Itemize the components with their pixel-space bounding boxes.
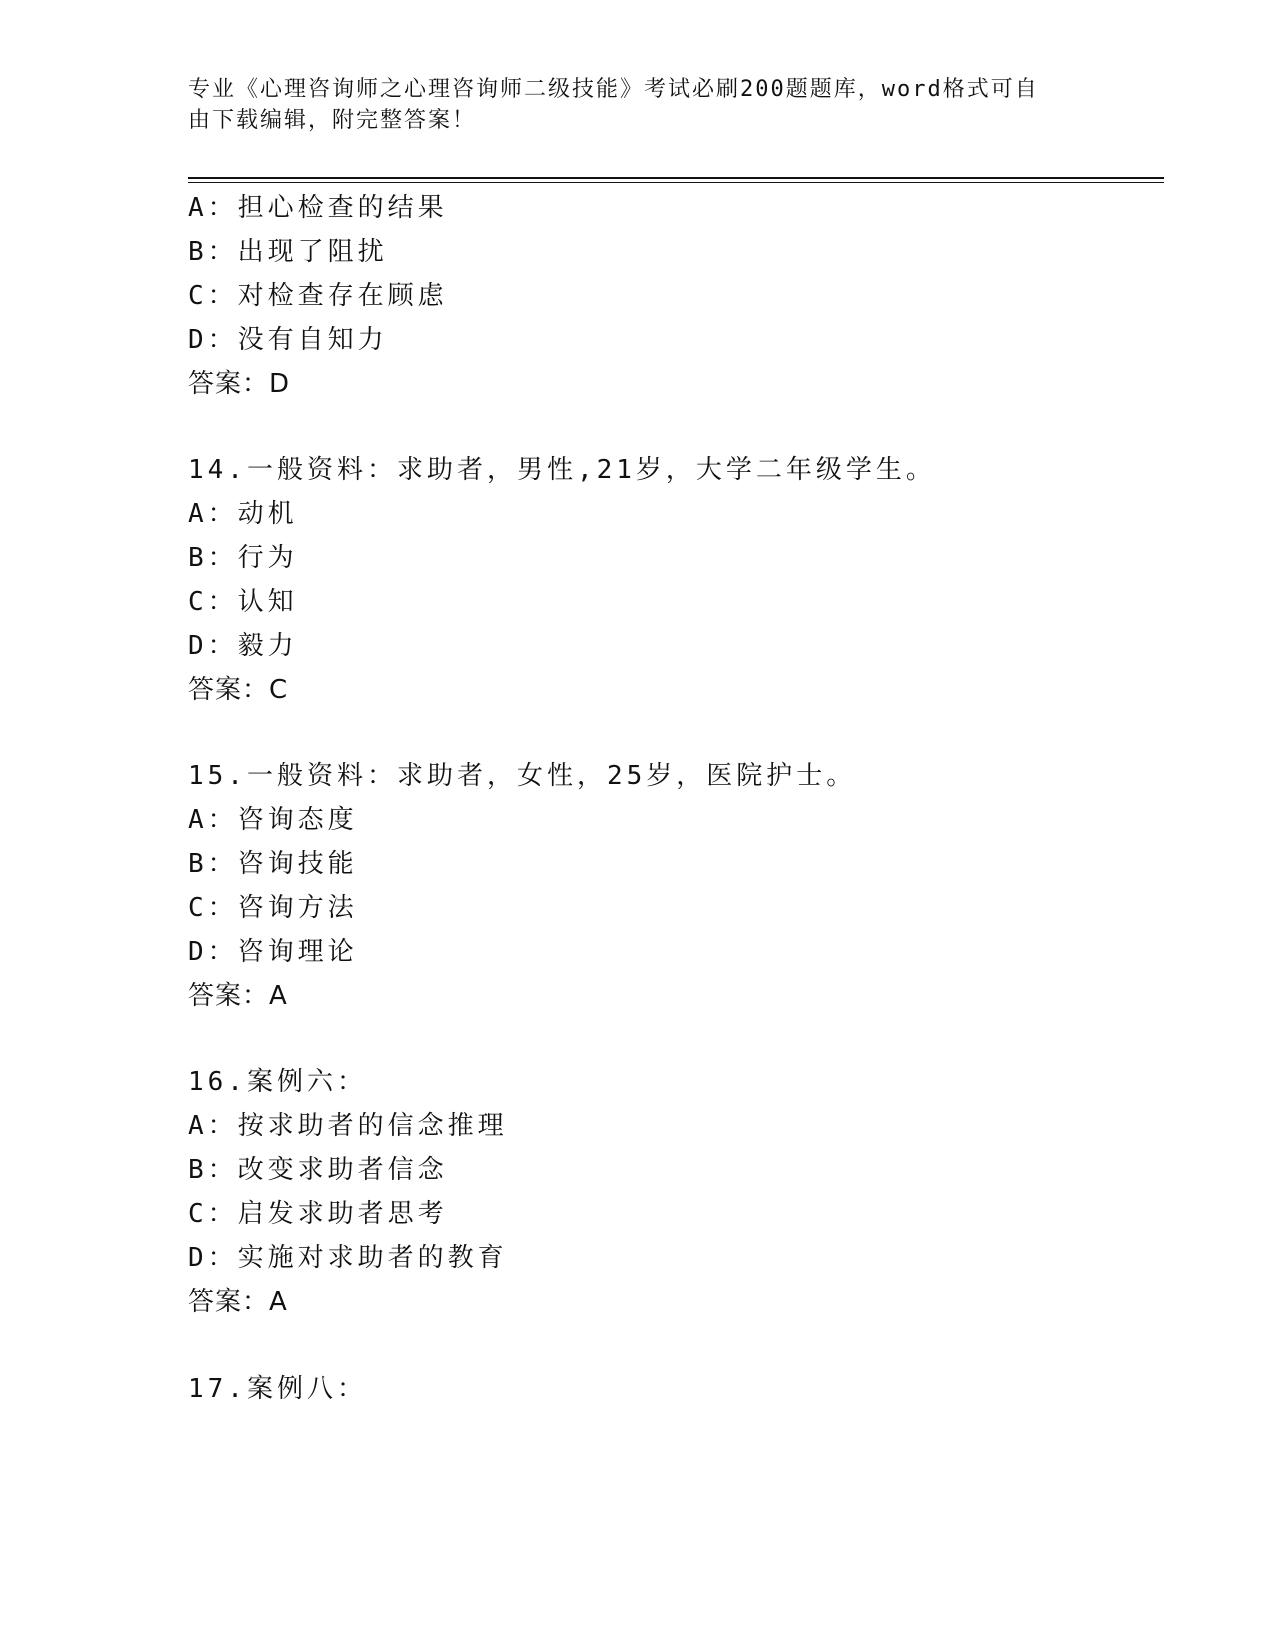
header-line-1: 专业《心理咨询师之心理咨询师二级技能》考试必刷200题题库，word格式可自 — [188, 77, 1039, 102]
q15-option-a: A：咨询态度 — [188, 805, 358, 835]
q14-option-d: D：毅力 — [188, 631, 298, 661]
q16-option-d: D：实施对求助者的教育 — [188, 1243, 508, 1273]
q13-answer: 答案：D — [188, 369, 291, 399]
header-rule-thick — [188, 177, 1164, 179]
q15-answer: 答案：A — [188, 981, 288, 1011]
header-line-2: 由下载编辑，附完整答案！ — [188, 108, 477, 133]
q15-option-b: B：咨询技能 — [188, 849, 358, 879]
q16-question: 16.案例六： — [188, 1067, 367, 1097]
q15-option-c: C：咨询方法 — [188, 893, 358, 923]
q13-option-c: C：对检查存在顾虑 — [188, 281, 448, 311]
q16-answer: 答案：A — [188, 1287, 288, 1317]
q13-option-b: B：出现了阻扰 — [188, 237, 388, 267]
q14-question: 14.一般资料：求助者，男性,21岁，大学二年级学生。 — [188, 455, 936, 485]
q14-answer: 答案：C — [188, 675, 289, 705]
q14-option-b: B：行为 — [188, 543, 298, 573]
q17-question: 17.案例八： — [188, 1374, 367, 1404]
q15-question: 15.一般资料：求助者，女性，25岁，医院护士。 — [188, 761, 857, 791]
q13-option-a: A：担心检查的结果 — [188, 193, 448, 223]
q16-option-c: C：启发求助者思考 — [188, 1199, 448, 1229]
q14-option-c: C：认知 — [188, 587, 298, 617]
header-rule-thin — [188, 182, 1164, 183]
q13-option-d: D：没有自知力 — [188, 325, 388, 355]
q14-option-a: A：动机 — [188, 499, 298, 529]
q16-option-a: A：按求助者的信念推理 — [188, 1111, 508, 1141]
q15-option-d: D：咨询理论 — [188, 937, 358, 967]
q16-option-b: B：改变求助者信念 — [188, 1155, 448, 1185]
document-header — [188, 74, 1068, 136]
